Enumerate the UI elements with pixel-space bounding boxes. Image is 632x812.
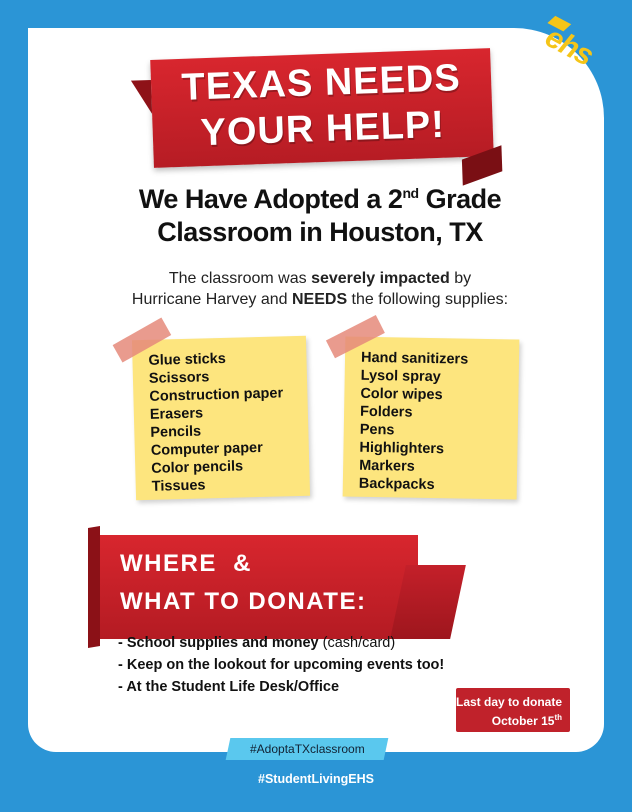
list-item: - Keep on the lookout for upcoming events too! (118, 657, 445, 673)
donate-title (120, 545, 366, 621)
banner-line-2: YOUR HELP! (199, 103, 446, 155)
supplies-note-right (343, 336, 520, 499)
list-item (118, 632, 444, 654)
top-banner (150, 48, 494, 168)
donate-points (118, 632, 444, 698)
headline (60, 183, 580, 249)
deadline-badge (456, 688, 570, 732)
list-item: Folders (359, 403, 413, 421)
supplies-list-right (343, 336, 520, 495)
supplies-note-left (132, 336, 310, 500)
donate-title-line-2: WHAT TO DONATE: (120, 588, 367, 615)
list-item: Glue sticks (148, 350, 227, 369)
deadline-line-1: Last day to donate (456, 695, 563, 709)
banner-fold-left (131, 80, 152, 115)
list-item: Construction paper (149, 385, 284, 405)
intro-emphasis-1: severely impacted (311, 270, 450, 287)
list-item: Markers (359, 457, 415, 475)
list-item: Color wipes (360, 385, 443, 404)
intro-text (60, 268, 580, 310)
donate-banner (98, 535, 418, 639)
point-1-light: (cash/card) (318, 635, 396, 651)
banner-tail (88, 526, 100, 648)
list-item: Highlighters (359, 439, 445, 458)
list-item: Color pencils (151, 458, 244, 477)
list-item: Tissues (151, 477, 206, 495)
headline-part-2: Grade (418, 184, 502, 214)
list-item: Hand sanitizers (360, 349, 469, 368)
point-1-bold: - School supplies and money (118, 635, 319, 651)
list-item: Erasers (149, 405, 204, 423)
intro-line2-pre: Hurricane Harvey and (131, 291, 292, 308)
banner-line-1: TEXAS NEEDS (180, 57, 462, 109)
deadline-superscript: th (554, 713, 562, 722)
list-item: - At the Student Life Desk/Office (118, 679, 340, 695)
list-item: Pencils (150, 423, 202, 441)
intro-emphasis-2: NEEDS (291, 291, 348, 308)
headline-superscript: nd (402, 185, 419, 201)
list-item: Backpacks (358, 475, 435, 494)
list-item: Scissors (148, 369, 210, 387)
headline-line-2: Classroom in Houston, TX (157, 217, 483, 247)
list-item: Pens (359, 421, 395, 439)
headline-part-1: We Have Adopted a 2 (138, 184, 403, 214)
intro-mid: by (449, 270, 472, 287)
deadline-date: October 15 (491, 714, 555, 728)
banner-title (150, 54, 493, 158)
donate-title-line-1: WHERE & (120, 550, 252, 577)
hashtag-primary-text: #AdoptaTXclassroom (249, 742, 365, 756)
intro-pre: The classroom was (168, 270, 312, 287)
intro-post: the following supplies: (347, 291, 509, 308)
list-item: Lysol spray (360, 367, 441, 386)
hashtag-primary (226, 738, 389, 760)
logo-text: ehs (539, 20, 599, 73)
supplies-list-left (132, 336, 310, 497)
list-item: Computer paper (150, 439, 264, 459)
hashtag-secondary: #StudentLivingEHS (258, 772, 374, 786)
